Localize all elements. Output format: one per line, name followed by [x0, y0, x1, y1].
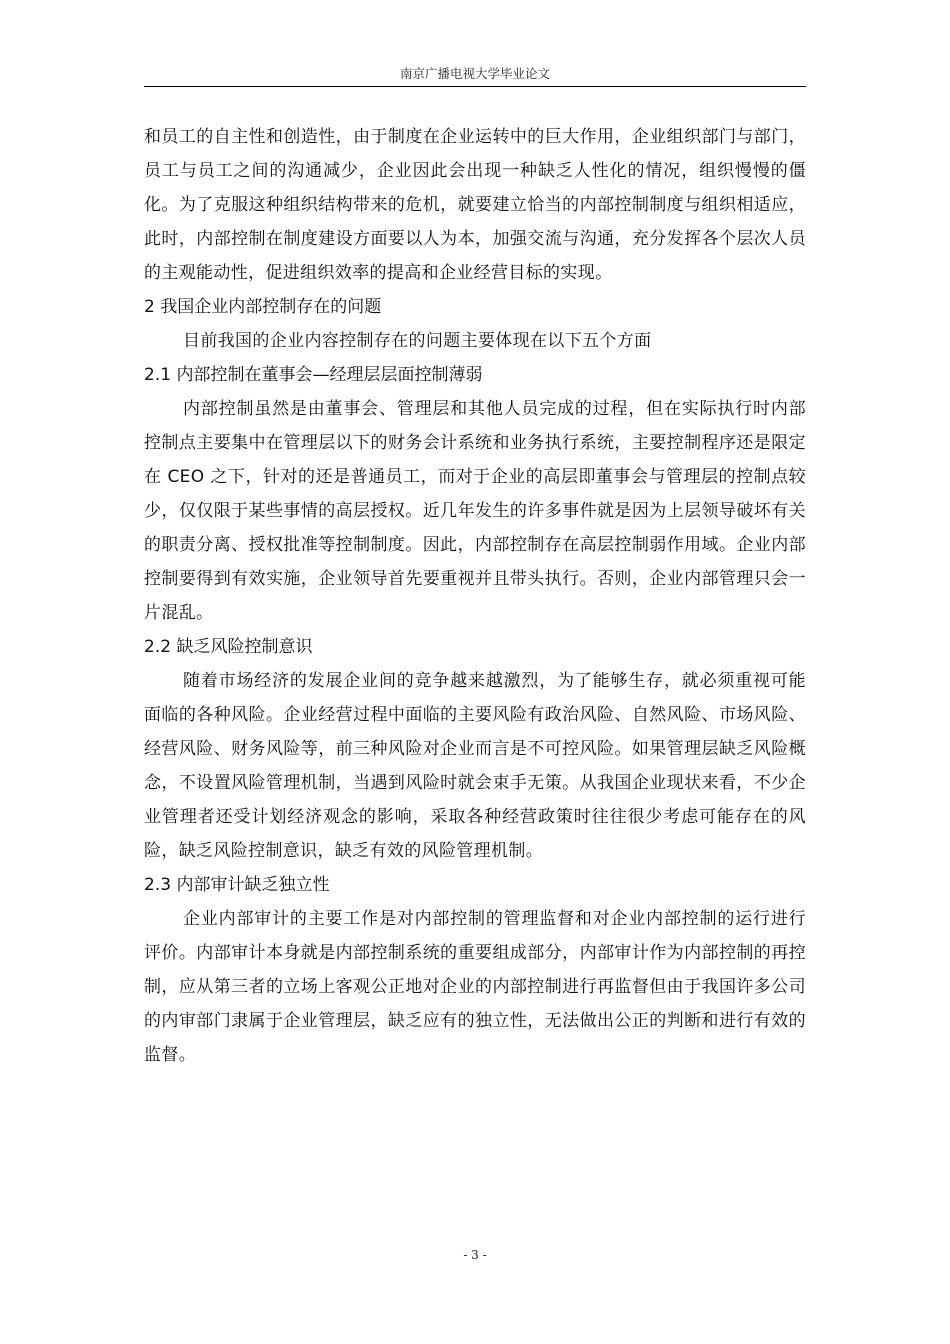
- section-heading-2: 2 我国企业内部控制存在的问题: [144, 297, 382, 317]
- section-heading-2-3: 2.3 内部审计缺乏独立性: [144, 875, 330, 895]
- document-body: [144, 120, 806, 1072]
- paragraph-2: 目前我国的企业内容控制存在的问题主要体现在以下五个方面: [183, 331, 652, 351]
- page-number: - 3 -: [463, 1248, 487, 1262]
- paragraph-intro: 和员工的自主性和创造性，由于制度在企业运转中的巨大作用，企业组织部门与部门，员工与员工之间的沟通减少，企业因此会出现一种缺乏人性化的情况，组织慢慢的僵化。为了克服这种组织结构带来的危机，就要建立恰当的内部控制制度与组织相适应，此时，内部控制在制度建设方面要以人为本，加强交流与沟通，充分发挥各个层次人员的主观能动性，促进组织效率的提高和企业经营目标的实现。: [144, 127, 806, 283]
- paragraph-2-2: 随着市场经济的发展企业间的竞争越来越激烈，为了能够生存，就必须重视可能面临的各种风险。企业经营过程中面临的主要风险有政治风险、自然风险、市场风险、经营风险、财务风险等，前三种风险对企业而言是不可控风险。如果管理层缺乏风险概念，不设置风险管理机制，当遇到风险时就会束手无策。从我国企业现状来看，不少企业管理者还受计划经济观念的影响，采取各种经营政策时往往很少考虑可能存在的风险，缺乏风险控制意识，缺乏有效的风险管理机制。: [144, 671, 806, 861]
- paragraph-2-1: 内部控制虽然是由董事会、管理层和其他人员完成的过程，但在实际执行时内部控制点主要集中在管理层以下的财务会计系统和业务执行系统，主要控制程序还是限定在 CEO 之下，针对的还是普通员工，而对于企业的高层即董事会与管理层的控制点较少，仅仅限于某些事情的高层授权。近几年发生的许多事件就是因为上层领导破坏有关的职责分离、授权批准等控制制度。因此，内部控制存在高层控制弱作用域。企业内部控制要得到有效实施，企业领导首先要重视并且带头执行。否则，企业内部管理只会一片混乱。: [144, 399, 806, 623]
- section-heading-2-2: 2.2 缺乏风险控制意识: [144, 637, 313, 657]
- paragraph-2-3: 企业内部审计的主要工作是对内部控制的管理监督和对企业内部控制的运行进行评价。内部审计本身就是内部控制系统的重要组成部分，内部审计作为内部控制的再控制，应从第三者的立场上客观公正地对企业的内部控制进行再监督但由于我国许多公司的内审部门隶属于企业管理层，缺乏应有的独立性，无法做出公正的判断和进行有效的监督。: [144, 909, 806, 1065]
- page-header: 南京广播电视大学毕业论文: [144, 64, 806, 87]
- section-heading-2-1: 2.1 内部控制在董事会—经理层层面控制薄弱: [144, 365, 483, 385]
